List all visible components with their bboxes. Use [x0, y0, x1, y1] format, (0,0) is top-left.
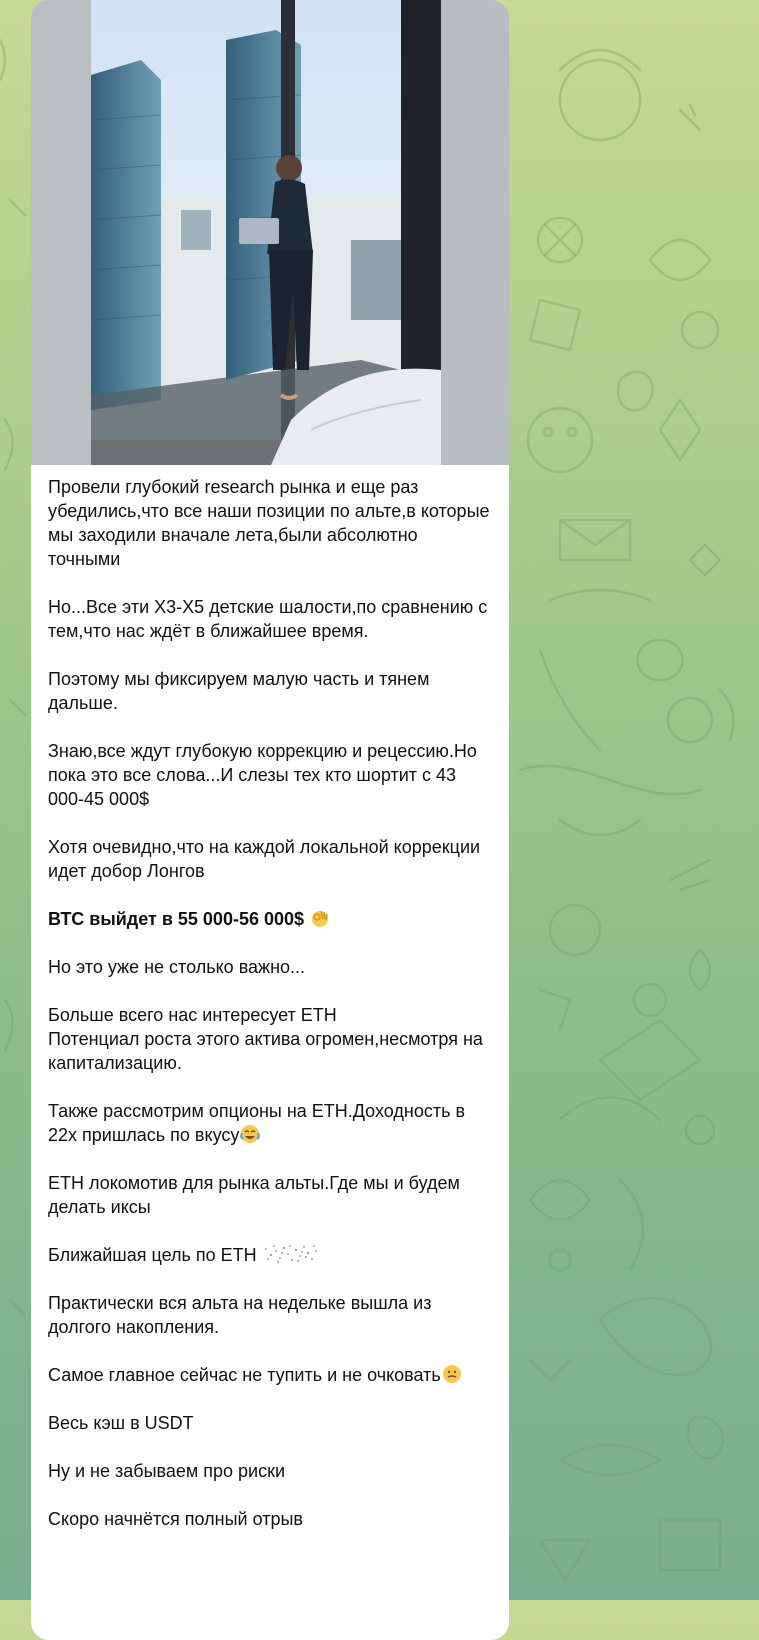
paragraph: Поэтому мы фиксируем малую часть и тянем дальше. — [48, 669, 430, 713]
paragraph: Хотя очевидно,что на каждой локальной коррекции идет добор Лонгов — [48, 837, 481, 881]
city-window-photo[interactable] — [31, 0, 509, 465]
paragraph: Больше всего нас интересует ЕТН Потенциал роста этого актива огромен,несмотря на капитализацию. — [48, 1005, 483, 1073]
ok-hand-emoji — [309, 907, 331, 929]
paragraph: ЕТН локомотив для рынка альты.Где мы и будем делать иксы — [48, 1173, 460, 1217]
main-text: Самое главное сейчас не тупить и не очковать — [48, 1365, 441, 1385]
eth-target-text: Ближайшая цель по ЕТН — [48, 1245, 257, 1265]
options-text: Также рассмотрим опционы на ЕТН.Доходность в 22х пришлась по вкусу — [48, 1101, 466, 1145]
message-bubble — [31, 0, 509, 1640]
paragraph: Практически вся альта на недельке вышла из долгого накопления. — [48, 1293, 432, 1337]
tears-of-joy-emoji — [239, 1123, 261, 1145]
paragraph-btc-target — [48, 907, 493, 931]
paragraph: Знаю,все ждут глубокую коррекцию и рецессию.Но пока это все слова...И слезы тех кто шортит с 43 000-45 000$ — [48, 741, 477, 809]
btc-target-text: ВТС выйдет в 55 000-56 000$ — [48, 909, 305, 929]
paragraph: Но...Все эти Х3-Х5 детские шалости,по сравнению с тем,что нас ждёт в ближайшее время. — [48, 597, 488, 641]
paragraph: Скоро начнётся полный отрыв — [48, 1509, 303, 1529]
paragraph: Но это уже не столько важно... — [48, 957, 306, 977]
paragraph-options — [48, 1099, 493, 1147]
message-text — [48, 475, 493, 1555]
paragraph-eth-target — [48, 1243, 493, 1267]
paragraph: Ну и не забываем про риски — [48, 1461, 286, 1481]
paragraph: Весь кэш в USDT — [48, 1413, 194, 1433]
smirk-emoji — [441, 1363, 463, 1385]
paragraph-main — [48, 1363, 493, 1387]
hidden-spoiler[interactable] — [262, 1243, 322, 1265]
paragraph: Провели глубокий research рынка и еще раз убедились,что все наши позиции по альте,в которые мы заходили вначале лета,были абсолютно точными — [48, 477, 490, 569]
